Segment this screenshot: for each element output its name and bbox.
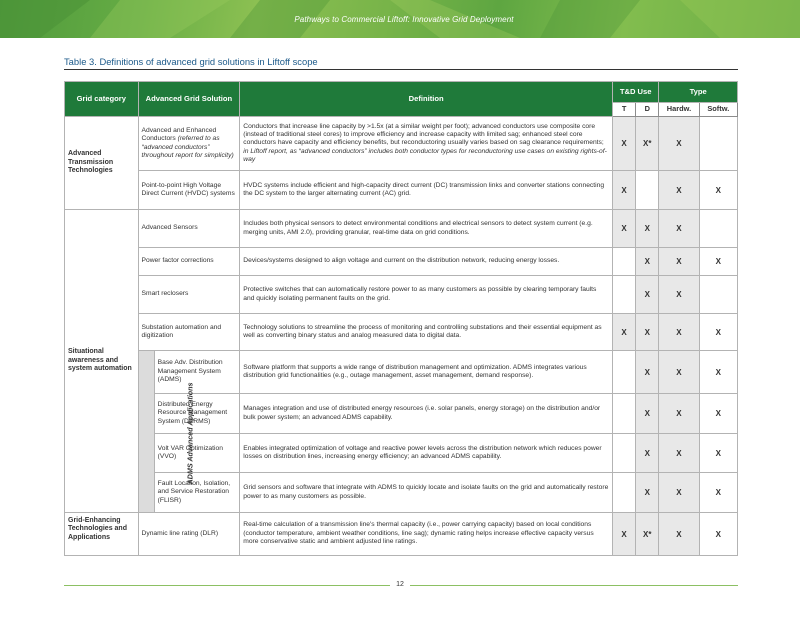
definition-text: Manages integration and use of distributed energy resources (i.e. solar panels, energy storage) on the distribution and/or bulk power system; an advanced ADMS capability. [240,394,613,434]
definition-text: Devices/systems designed to align voltage and current on the distribution network, reducing energy losses. [240,248,613,276]
mark-software: X [699,434,737,473]
page-number: 12 [396,581,404,588]
mark-hardware: X [659,434,699,473]
header-d: D [636,103,659,117]
table-row [65,276,738,314]
table-row [65,473,738,513]
table-row [65,513,738,556]
mark-hardware: X [659,171,699,210]
mark-hardware: X [659,473,699,513]
solution-name: Fault Location, Isolation, and Service Restoration (FLISR) [154,473,240,513]
adms-sidebar-label: ADMS Advanced Applications [185,381,195,485]
mark-d: X* [636,513,659,556]
mark-hardware: X [659,248,699,276]
mark-t: X [613,314,636,351]
mark-software: X [699,314,737,351]
table-row [65,117,738,171]
solution-name: Power factor corrections [138,248,240,276]
mark-t [613,473,636,513]
mark-software [699,210,737,248]
mark-t [613,434,636,473]
definition-cell [240,117,613,171]
heading-divider [64,69,738,70]
mark-t [613,351,636,394]
definition-text: HVDC systems include efficient and high-capacity direct current (DC) transmission links and converter stations connecting the DC system to the larger alternating current (AC) grid. [240,171,613,210]
solution-name: Advanced Sensors [138,210,240,248]
table-row [65,210,738,248]
category-situational: Situational awareness and system automation [65,210,139,513]
table-row [65,351,738,394]
definition-text: Protective switches that can automatically restore power to as many customers as possible by clearing temporary faults and quickly isolating permanent faults on the grid. [240,276,613,314]
mark-t [613,248,636,276]
mark-d: X [636,248,659,276]
mark-d: X [636,434,659,473]
mark-d: X [636,351,659,394]
header-grid-category: Grid category [65,82,139,117]
mark-t: X [613,117,636,171]
definition-text: Enables integrated optimization of voltage and reactive power levels across the distribution network which reduces power losses on distribution lines, increasing energy efficiency; an advanced ADMS capability. [240,434,613,473]
solution-name: Smart reclosers [138,276,240,314]
definition-text: Technology solutions to streamline the process of monitoring and controlling substations and their essential equipment as well as converting binary status and analog measured data to digital data. [240,314,613,351]
definition-text: Real-time calculation of a transmission line's thermal capacity (i.e., power carrying capacity) based on local conditions (conductor temperature, ambient weather conditions, line sag); dynamic rating helps increase effective capacity versus more conservative static and ambient adjusted line ratings. [240,513,613,556]
header-hardware: Hardw. [659,103,699,117]
definition-note: in Liftoff report, as “advanced conductors” includes both conductor types for reconductoring use cases on existing rights-of-way [243,147,607,164]
header-t: T [613,103,636,117]
mark-d: X [636,210,659,248]
header-software: Softw. [699,103,737,117]
mark-hardware: X [659,314,699,351]
mark-hardware: X [659,351,699,394]
table-row [65,248,738,276]
table-row [65,314,738,351]
mark-software: X [699,248,737,276]
mark-software [699,276,737,314]
mark-software: X [699,513,737,556]
solution-name: Point-to-point High Voltage Direct Current (HVDC) systems [138,171,240,210]
header-definition: Definition [240,82,613,117]
footer-rule-right [410,585,738,586]
table-heading: Table 3. Definitions of advanced grid solutions in Liftoff scope [64,56,318,67]
page-banner [0,0,800,38]
table-row [65,394,738,434]
solution-name: Dynamic line rating (DLR) [138,513,240,556]
definition-text: Grid sensors and software that integrate with ADMS to quickly locate and isolate faults on the grid and automatically restore power to as many customers as possible. [240,473,613,513]
solution-name: Substation automation and digitization [138,314,240,351]
definition-text: Software platform that supports a wide range of distribution management and optimization. ADMS integrates various distribution grid functionalities (e.g., outage management, asset management, demand response). [240,351,613,394]
mark-software: X [699,394,737,434]
mark-hardware: X [659,117,699,171]
mark-d: X [636,394,659,434]
solution-note: (referred to as “advanced conductors” throughout report for simplicity) [141,135,234,159]
mark-t [613,276,636,314]
solution-name: Advanced and Enhanced Conductors [141,126,217,143]
mark-software: X [699,351,737,394]
mark-d: X [636,473,659,513]
solution-name: Volt VAR Optimization (VVO) [154,434,240,473]
solutions-table [64,81,738,556]
solution-name: Base Adv. Distribution Management System (ADMS) [154,351,240,394]
table-row [65,171,738,210]
table-row [65,434,738,473]
mark-d: X* [636,117,659,171]
mark-hardware: X [659,210,699,248]
mark-software: X [699,171,737,210]
mark-d: X [636,314,659,351]
mark-hardware: X [659,276,699,314]
mark-d: X [636,276,659,314]
mark-t [613,394,636,434]
mark-t: X [613,171,636,210]
solution-cell [138,117,240,171]
mark-t: X [613,210,636,248]
category-grid-enhancing: Grid-Enhancing Technologies and Applications [65,513,139,556]
header-td-use: T&D Use [613,82,659,103]
footer-rule-left [64,585,390,586]
category-transmission: Advanced Transmission Technologies [65,117,139,210]
mark-d [636,171,659,210]
mark-software [699,117,737,171]
header-type: Type [659,82,738,103]
mark-hardware: X [659,394,699,434]
solution-name: Distributed Energy Resource Management System (DERMS) [154,394,240,434]
header-solution: Advanced Grid Solution [138,82,240,117]
mark-software: X [699,473,737,513]
mark-hardware: X [659,513,699,556]
banner-title: Pathways to Commercial Liftoff: Innovative Grid Deployment [294,15,514,24]
mark-t: X [613,513,636,556]
definition-text: Conductors that increase line capacity by >1.5x (at a similar weight per foot); advanced conductors use composite core (instead of traditional steel cores) to improve efficiency and increase capacity with limited sag; enhanced steel core conductors have capacity and efficiency benefits, but reconductoring usually varies based on sag clearance requirements; [243,122,604,147]
definition-text: Includes both physical sensors to detect environmental conditions and electrical sensors to detect system current (e.g. merging units, AMI 2.0), providing granular, real-time data on grid conditions. [240,210,613,248]
